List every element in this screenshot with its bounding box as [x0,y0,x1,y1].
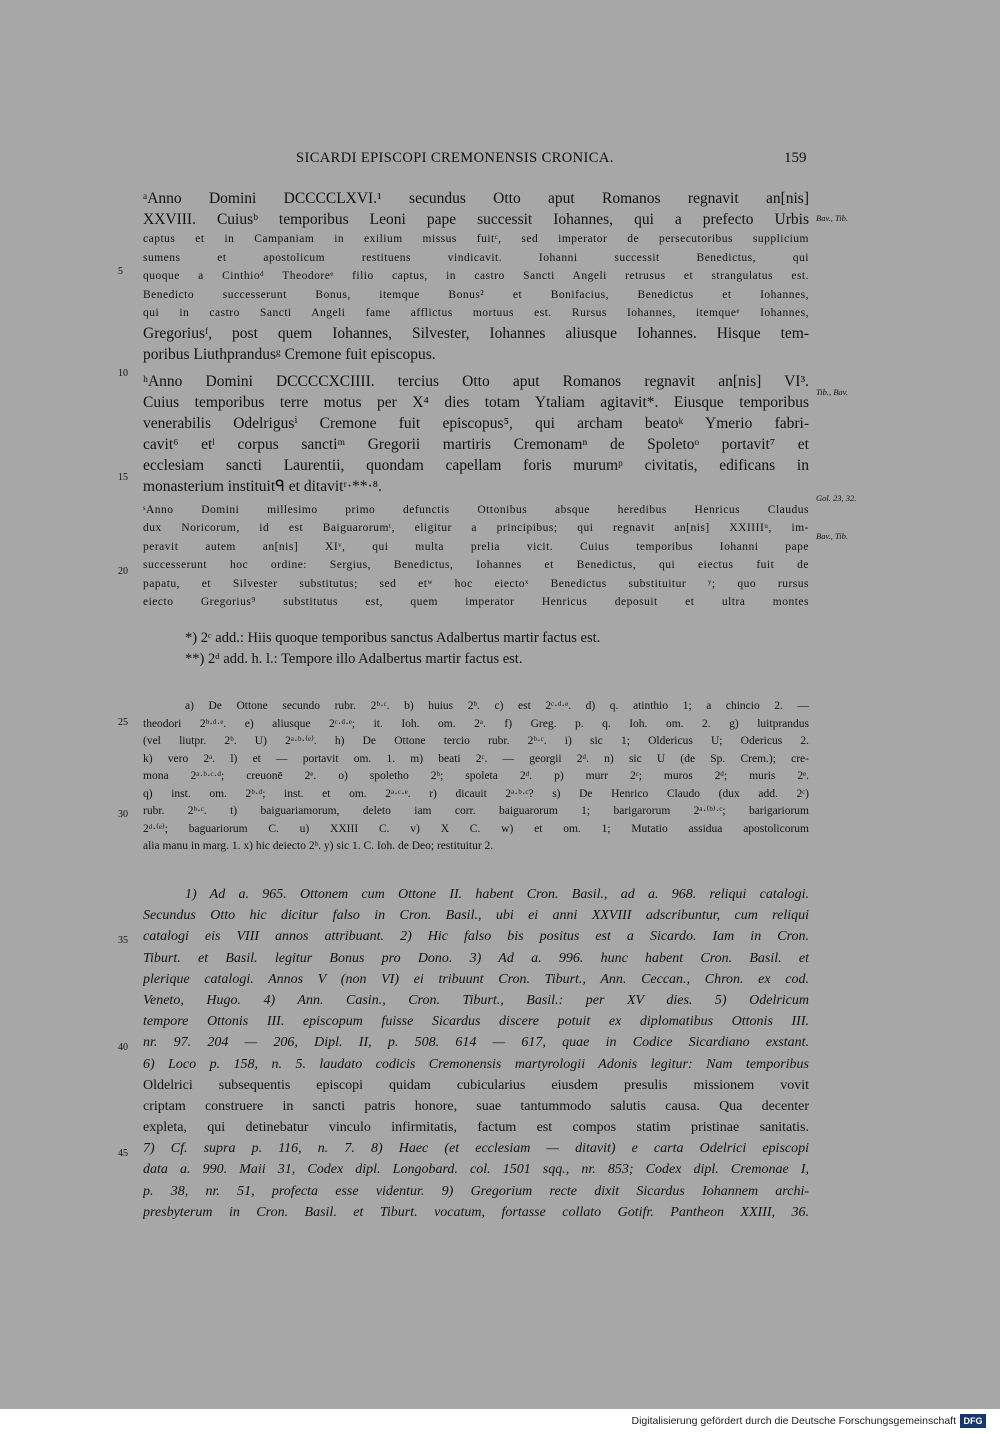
line-number: 5 [118,266,123,277]
variant-note-line: q) inst. om. 2ᵇ·ᵈ; inst. et om. 2ᵃ·ᶜ·ᵉ. r) dicauit 2ᵃ·ᵇ·ᶜ? s) De Henrico Claudo (dux add. 2ᶜ) [143,787,809,800]
source-note-line: Veneto, Hugo. 4) Ann. Casin., Cron. Tiburt., Basil.: per XV dies. 5) Odelricum [143,992,809,1008]
line-number: 30 [118,809,128,820]
variant-note-line: alia manu in marg. 1. x) hic deiecto 2ᵇ. y) sic 1. C. Ioh. de Deo; restituitur 2. [143,840,494,852]
text-line: papatu, et Silvester substitutus; sed etʷ hoc eiectoˣ Benedictus substituitur ʸ; quo rursus [143,577,809,590]
source-note-line: 6) Loco p. 158, n. 5. laudato codicis Cremonensis martyrologii Adonis legitur: Nam temporibus [143,1056,809,1072]
line-number: 25 [118,717,128,728]
margin-note: Bav., Tib. [816,213,848,223]
source-note-line: plerique catalogi. Annos V (non VI) ei tribuunt Cron. Tiburt., Ann. Ceccan., Chron. ex cod. [143,971,809,987]
text-line: monasterium instituitᑫ et ditavitʳ·**·⁸. [143,477,382,495]
text-line: successerunt hoc ordine: Sergius, Benedictus, Iohannes et Benedictus, qui eiectus fuit de [143,559,809,571]
variant-note-line: theodori 2ᵇ·ᵈ·ᵉ. e) aliusque 2ᶜ·ᵈ·ᵉ; it. Ioh. om. 2ᵃ. f) Greg. p. q. Ioh. om. 2. g) luitprandus [143,717,809,730]
margin-note: Bav., Tib. [816,531,848,541]
source-note-line: 1) Ad a. 965. Ottonem cum Ottone II. habent Cron. Basil., ad a. 968. reliqui catalogi. [185,887,809,902]
running-title: SICARDI EPISCOPI CREMONENSIS CRONICA. [296,150,614,166]
star-notes [185,628,745,670]
source-note-line: expleta, qui detinebatur vinculo infirmitatis, factum est compos statim pristinae sanitatis. [143,1120,809,1136]
page-number: 159 [784,150,807,166]
line-number: 10 [118,368,128,379]
text-line: quoque a Cinthioᵈ Theodoreᵉ filio captus, in castro Sancti Angeli retrusus et strangulatus est. [143,270,809,282]
line-number: 35 [118,935,128,946]
text-line: sumens et apostolicum restituens vindicavit. Iohanni successit Benedictus, qui [143,251,809,264]
variant-notes [143,698,809,856]
source-note-line: catalogi eis VIII annos attribuant. 2) Hic falso bis positus est a Sicardo. Iam in Cron. [143,929,809,945]
source-note-line: 7) Cf. supra p. 116, n. 7. 8) Haec (et ecclesiam — ditavit) e carta Odelrici episcopi [143,1141,809,1157]
digitization-footer [0,1409,1000,1434]
line-number: 15 [118,472,128,483]
text-line: ʰAnno Domini DCCCCXCIIII. tercius Otto aput Romanos regnavit an[nis] VI³. [143,372,809,390]
source-note-line: nr. 97. 204 — 206, Dipl. II, p. 508. 614 — 617, quae in Codice Sicardiano exstant. [143,1035,809,1051]
variant-note-line: k) vero 2ᵃ. l) et — portavit om. 1. m) beati 2ᶜ. — georgii 2ᵈ. n) sic U (de Sp. Crem.); cre- [143,752,809,765]
variant-note-line: (vel liutpr. 2ᵇ. U) 2ᵃ·ᵇ·⁽ᵉ⁾. h) De Ottone tercio rubr. 2ᵇ·ᶜ. i) sic 1; Oldericus U; Odericus 2. [143,735,809,747]
source-note-line: Tiburt. et Basil. legitur Bonus pro Dono. 3) Ad a. 996. hunc habent Cron. Basil. et [143,950,809,966]
text-line: peravit autem an[nis] XIᵛ, qui multa prelia vicit. Cuius temporibus Iohanni pape [143,540,809,553]
text-line: dux Noricorum, id est Baiguarorumᵗ, eligitur a principibus; qui regnavit an[nis] XXIIIIᵘ, im- [143,522,809,534]
variant-note-line: 2ᵈ·⁽ᵉ⁾; baguariorum C. u) XXIII C. v) X C. w) et om. 1; Mutatio assidua apostolicorum [143,822,809,835]
variant-note-line: rubr. 2ᵇ·ᶜ. t) baiguariamorum, deleto iam corr. baiguarorum 1; barigarorum 2ᵃ·⁽ᵇ⁾·ᶜ; barigariorum [143,805,809,817]
text-line: Cuius temporibus terre motus per X⁴ dies totam Ytaliam agitavit*. Eiusque temporibus [143,393,809,411]
text-line: Gregoriusᶠ, post quem Iohannes, Silvester, Iohannes aliusque Iohannes. Hisque tem- [143,324,809,342]
text-line: eiecto Gregorius⁹ substitutus est, quem imperator Henricus deposuit et ultra montes [143,596,809,608]
source-note-line: criptam construere in sancti patris honore, suae tantummodo salutis causa. Qua decenter [143,1098,809,1114]
star-note: **) 2ᵈ add. h. l.: Tempore illo Adalbertus martir factus est. [185,651,523,667]
star-note: *) 2ᶜ add.: Hiis quoque temporibus sanctus Adalbertus martir factus est. [185,630,601,646]
main-text [143,188,809,612]
text-line: XXVIII. Cuiusᵇ temporibus Leoni pape successit Iohannes, qui a prefecto Urbis [143,211,809,228]
source-note-line: presbyterum in Cron. Basil. et Tiburt. vocatum, fortasse collato Gotifr. Pantheon XXIII, 36. [143,1204,809,1220]
text-line: cavit⁶ etˡ corpus sanctiᵐ Gregorii martiris Cremonamⁿ de Spoletoᵒ portavit⁷ et [143,435,809,453]
text-line: captus et in Campaniam in exilium missus fuitᶜ, sed imperator de persecutoribus supplicium [143,233,809,245]
source-note-line: p. 38, nr. 51, profecta esse videntur. 9) Gregorium recte dixit Sicardus Iohannem archi- [143,1183,809,1199]
text-line: qui in castro Sancti Angeli fame afflictus mortuus est. Rursus Iohannes, itemqueᵉ Iohannes, [143,307,809,319]
source-note-line: Oldelrici subsequentis episcopi quidam cubicularius eiusdem presulis missionem vovit [143,1077,809,1093]
margin-note: Gol. 23, 32. [816,493,857,503]
source-note-line: tempore Ottonis III. episcopum fuisse Sicardus discere potuit ex diplomatibus Ottonis III. [143,1014,809,1030]
text-line: venerabilis Odelrigusⁱ Cremone fuit episcopus⁵, qui archam beatoᵏ Ymerio fabri- [143,414,809,432]
line-number: 45 [118,1148,128,1159]
line-number: 40 [118,1042,128,1053]
source-note-line: data a. 990. Maii 31, Codex dipl. Longobard. col. 1501 sqq., nr. 853; Codex dipl. Cremonae I, [143,1162,809,1178]
dfg-logo: DFG [960,1414,986,1428]
text-line: ecclesiam sancti Laurentii, quondam capellam foris murumᵖ civitatis, edificans in [143,456,809,474]
text-line: poribus Liuthprandusᵍ Cremone fuit episcopus. [143,345,436,363]
text-line: ˢAnno Domini millesimo primo defunctis Ottonibus absque heredibus Henricus Claudus [143,503,809,516]
text-line: Benedicto successerunt Bonus, itemque Bonus² et Bonifacius, Benedictus et Iohannes, [143,288,809,301]
text-line: ᵃAnno Domini DCCCCLXVI.¹ secundus Otto aput Romanos regnavit an[nis] [143,190,809,207]
variant-note-line: mona 2ᵃ·ᵇ·ᶜ·ᵈ; creuonē 2ᵉ. o) spoletho 2ᵇ; spoleta 2ᵈ. p) murr 2ᶜ; muros 2ᵈ; muris 2ᵉ. [143,770,809,782]
digitization-credit: Digitalisierung gefördert durch die Deutsche Forschungsgemeinschaft [631,1415,956,1427]
source-note-line: Secundus Otto hic dicitur falso in Cron. Basil., ubi ei anni XXVIII adscribuntur, cum reliqui [143,908,809,924]
line-number: 20 [118,566,128,577]
variant-note-line: a) De Ottone secundo rubr. 2ᵇ·ᶜ. b) huius 2ᵇ. c) est 2ᶜ·ᵈ·ᵉ. d) q. atinthio 1; a chincio 2. — [185,700,809,712]
source-notes [143,884,809,1223]
margin-note: Tib., Bav. [816,387,848,397]
